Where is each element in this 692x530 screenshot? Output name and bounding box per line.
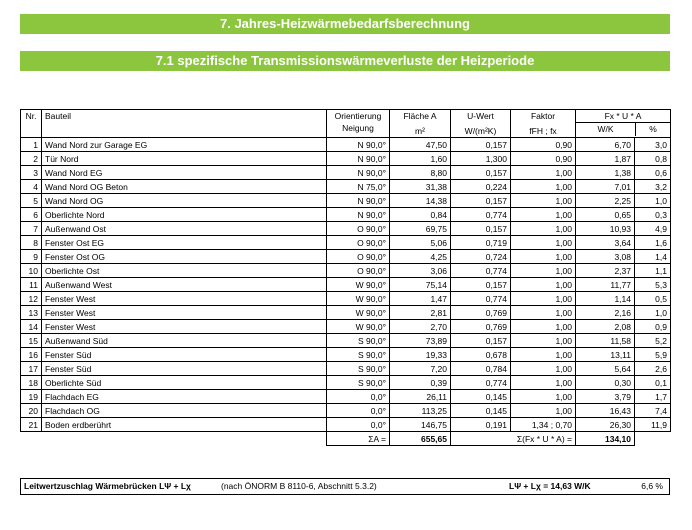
- row-faktor: 1,00: [511, 222, 576, 236]
- row-faktor: 1,00: [511, 180, 576, 194]
- table-row: [21, 152, 671, 166]
- table-row: [21, 236, 671, 250]
- row-uwert: 0,157: [451, 334, 511, 348]
- row-uwert: 0,774: [451, 208, 511, 222]
- sum-fua-label: Σ(Fx * U * A) =: [451, 432, 576, 446]
- row-bauteil: Flachdach OG: [42, 404, 327, 418]
- row-fua-pct: 7,4: [635, 404, 671, 418]
- row-fua-pct: 0,8: [635, 152, 671, 166]
- row-nr: 5: [21, 194, 42, 208]
- row-fua-pct: 1,6: [635, 236, 671, 250]
- row-uwert: 0,145: [451, 404, 511, 418]
- row-uwert: 0,191: [451, 418, 511, 432]
- row-fua-wk: 11,77: [576, 278, 635, 292]
- table-row: [21, 264, 671, 278]
- row-fua-pct: 0,9: [635, 320, 671, 334]
- row-flaeche: 4,25: [390, 250, 451, 264]
- table-row: [21, 306, 671, 320]
- row-orientierung: W 90,0°: [327, 292, 390, 306]
- row-flaeche: 0,84: [390, 208, 451, 222]
- header-flaeche-line1: Fläche A: [403, 111, 437, 121]
- row-nr: 17: [21, 362, 42, 376]
- row-flaeche: 69,75: [390, 222, 451, 236]
- row-nr: 2: [21, 152, 42, 166]
- row-fua-wk: 13,11: [576, 348, 635, 362]
- row-nr: 12: [21, 292, 42, 306]
- row-fua-wk: 0,30: [576, 376, 635, 390]
- header-faktor-line1: Faktor: [530, 111, 556, 121]
- table-row: [21, 334, 671, 348]
- row-bauteil: Wand Nord OG Beton: [42, 180, 327, 194]
- row-flaeche: 75,14: [390, 278, 451, 292]
- row-flaeche: 2,81: [390, 306, 451, 320]
- row-flaeche: 31,38: [390, 180, 451, 194]
- row-orientierung: S 90,0°: [327, 376, 390, 390]
- row-fua-pct: 1,0: [635, 306, 671, 320]
- section-title-banner: 7. Jahres-Heizwärmebedarfsberechnung: [20, 14, 670, 34]
- row-fua-wk: 16,43: [576, 404, 635, 418]
- row-flaeche: 113,25: [390, 404, 451, 418]
- row-nr: 15: [21, 334, 42, 348]
- row-nr: 13: [21, 306, 42, 320]
- row-orientierung: 0,0°: [327, 418, 390, 432]
- table-row: [21, 278, 671, 292]
- row-faktor: 1,34 ; 0,70: [511, 418, 576, 432]
- table-row: [21, 222, 671, 236]
- row-fua-wk: 3,79: [576, 390, 635, 404]
- row-fua-pct: 3,2: [635, 180, 671, 194]
- row-fua-wk: 0,65: [576, 208, 635, 222]
- table-row: [21, 208, 671, 222]
- header-flaeche-unit: m²: [415, 126, 425, 136]
- row-bauteil: Wand Nord OG: [42, 194, 327, 208]
- row-bauteil: Oberlichte Nord: [42, 208, 327, 222]
- row-bauteil: Fenster Süd: [42, 348, 327, 362]
- row-orientierung: S 90,0°: [327, 348, 390, 362]
- row-nr: 16: [21, 348, 42, 362]
- row-fua-wk: 2,25: [576, 194, 635, 208]
- row-fua-pct: 4,9: [635, 222, 671, 236]
- row-nr: 3: [21, 166, 42, 180]
- header-fua-pct: %: [649, 124, 657, 134]
- row-fua-wk: 26,30: [576, 418, 635, 432]
- row-fua-wk: 2,16: [576, 306, 635, 320]
- row-bauteil: Fenster Ost EG: [42, 236, 327, 250]
- row-fua-wk: 11,58: [576, 334, 635, 348]
- row-fua-wk: 2,37: [576, 264, 635, 278]
- row-fua-pct: 5,2: [635, 334, 671, 348]
- row-faktor: 1,00: [511, 264, 576, 278]
- row-fua-pct: 0,1: [635, 376, 671, 390]
- row-orientierung: 0,0°: [327, 390, 390, 404]
- row-bauteil: Außenwand Süd: [42, 334, 327, 348]
- row-nr: 21: [21, 418, 42, 432]
- row-fua-pct: 1,4: [635, 250, 671, 264]
- row-fua-wk: 10,93: [576, 222, 635, 236]
- row-fua-wk: 2,08: [576, 320, 635, 334]
- row-orientierung: O 90,0°: [327, 222, 390, 236]
- row-faktor: 1,00: [511, 348, 576, 362]
- header-orientierung-line2: Neigung: [342, 123, 374, 133]
- row-uwert: 0,157: [451, 278, 511, 292]
- table-body: [21, 138, 671, 432]
- row-nr: 11: [21, 278, 42, 292]
- row-fua-pct: 5,9: [635, 348, 671, 362]
- row-uwert: 0,157: [451, 166, 511, 180]
- row-orientierung: S 90,0°: [327, 334, 390, 348]
- row-orientierung: N 90,0°: [327, 208, 390, 222]
- row-uwert: 0,719: [451, 236, 511, 250]
- table-row: [21, 362, 671, 376]
- header-fua: [576, 110, 671, 138]
- row-uwert: 0,784: [451, 362, 511, 376]
- header-fua-wk: W/K: [576, 123, 636, 136]
- row-flaeche: 3,06: [390, 264, 451, 278]
- row-uwert: 0,774: [451, 292, 511, 306]
- row-fua-pct: 2,6: [635, 362, 671, 376]
- row-flaeche: 1,60: [390, 152, 451, 166]
- row-uwert: 0,145: [451, 390, 511, 404]
- row-nr: 14: [21, 320, 42, 334]
- row-faktor: 1,00: [511, 250, 576, 264]
- row-fua-pct: 3,0: [635, 138, 671, 152]
- row-fua-wk: 5,64: [576, 362, 635, 376]
- transmission-loss-table: [20, 109, 671, 446]
- row-nr: 9: [21, 250, 42, 264]
- row-orientierung: N 90,0°: [327, 194, 390, 208]
- table-row: [21, 348, 671, 362]
- table-row: [21, 138, 671, 152]
- row-flaeche: 2,70: [390, 320, 451, 334]
- row-flaeche: 1,47: [390, 292, 451, 306]
- row-fua-wk: 1,87: [576, 152, 635, 166]
- row-fua-pct: 1,1: [635, 264, 671, 278]
- row-flaeche: 7,20: [390, 362, 451, 376]
- thermal-bridge-value: LΨ + Lχ = 14,63 W/K: [509, 481, 591, 491]
- table-row: [21, 166, 671, 180]
- row-uwert: 0,157: [451, 222, 511, 236]
- row-bauteil: Tür Nord: [42, 152, 327, 166]
- row-faktor: 1,00: [511, 166, 576, 180]
- header-bauteil: Bauteil: [42, 110, 327, 138]
- row-orientierung: S 90,0°: [327, 362, 390, 376]
- totals-row: [21, 432, 671, 446]
- row-faktor: 1,00: [511, 292, 576, 306]
- header-faktor: [511, 110, 576, 138]
- row-nr: 1: [21, 138, 42, 152]
- row-flaeche: 0,39: [390, 376, 451, 390]
- row-nr: 8: [21, 236, 42, 250]
- row-uwert: 0,774: [451, 264, 511, 278]
- row-orientierung: W 90,0°: [327, 320, 390, 334]
- row-nr: 4: [21, 180, 42, 194]
- row-fua-pct: 0,5: [635, 292, 671, 306]
- table-header-row: [21, 110, 671, 138]
- table-row: [21, 390, 671, 404]
- header-uwert-unit: W/(m²K): [464, 126, 497, 136]
- row-fua-pct: 11,9: [635, 418, 671, 432]
- row-orientierung: N 90,0°: [327, 152, 390, 166]
- row-nr: 20: [21, 404, 42, 418]
- row-orientierung: 0,0°: [327, 404, 390, 418]
- table-row: [21, 194, 671, 208]
- row-faktor: 1,00: [511, 334, 576, 348]
- header-uwert: [451, 110, 511, 138]
- row-orientierung: O 90,0°: [327, 250, 390, 264]
- table-row: [21, 180, 671, 194]
- row-uwert: 0,157: [451, 194, 511, 208]
- header-flaeche: [390, 110, 451, 138]
- row-faktor: 1,00: [511, 376, 576, 390]
- row-faktor: 1,00: [511, 390, 576, 404]
- row-nr: 6: [21, 208, 42, 222]
- row-flaeche: 146,75: [390, 418, 451, 432]
- header-orientierung: [327, 110, 390, 138]
- row-uwert: 0,769: [451, 306, 511, 320]
- row-flaeche: 8,80: [390, 166, 451, 180]
- row-flaeche: 19,33: [390, 348, 451, 362]
- row-fua-wk: 3,64: [576, 236, 635, 250]
- row-bauteil: Fenster Süd: [42, 362, 327, 376]
- row-uwert: 0,678: [451, 348, 511, 362]
- thermal-bridge-row: [20, 478, 670, 495]
- table-row: [21, 292, 671, 306]
- row-fua-wk: 1,38: [576, 166, 635, 180]
- row-nr: 19: [21, 390, 42, 404]
- row-faktor: 1,00: [511, 278, 576, 292]
- row-bauteil: Fenster West: [42, 292, 327, 306]
- row-flaeche: 73,89: [390, 334, 451, 348]
- row-bauteil: Boden erdberührt: [42, 418, 327, 432]
- row-orientierung: W 90,0°: [327, 278, 390, 292]
- row-fua-pct: 5,3: [635, 278, 671, 292]
- row-uwert: 0,774: [451, 376, 511, 390]
- table-row: [21, 320, 671, 334]
- row-bauteil: Flachdach EG: [42, 390, 327, 404]
- row-fua-pct: 0,6: [635, 166, 671, 180]
- row-faktor: 1,00: [511, 194, 576, 208]
- sum-a-label: ΣA =: [327, 432, 390, 446]
- row-uwert: 0,724: [451, 250, 511, 264]
- table-row: [21, 250, 671, 264]
- table-row: [21, 376, 671, 390]
- row-fua-pct: 1,0: [635, 194, 671, 208]
- thermal-bridge-pct: 6,6 %: [641, 481, 663, 491]
- row-faktor: 0,90: [511, 138, 576, 152]
- row-orientierung: W 90,0°: [327, 306, 390, 320]
- row-orientierung: N 75,0°: [327, 180, 390, 194]
- row-uwert: 0,224: [451, 180, 511, 194]
- table-row: [21, 404, 671, 418]
- row-orientierung: O 90,0°: [327, 264, 390, 278]
- row-bauteil: Wand Nord EG: [42, 166, 327, 180]
- row-uwert: 0,769: [451, 320, 511, 334]
- row-uwert: 1,300: [451, 152, 511, 166]
- row-faktor: 1,00: [511, 362, 576, 376]
- row-bauteil: Außenwand Ost: [42, 222, 327, 236]
- header-faktor-symbols: fFH ; fx: [529, 126, 557, 136]
- row-bauteil: Fenster West: [42, 306, 327, 320]
- row-flaeche: 5,06: [390, 236, 451, 250]
- row-bauteil: Oberlichte Ost: [42, 264, 327, 278]
- row-fua-wk: 6,70: [576, 138, 635, 152]
- row-faktor: 1,00: [511, 208, 576, 222]
- thermal-bridge-title: Leitwertzuschlag Wärmebrücken LΨ + Lχ: [24, 481, 191, 491]
- row-fua-wk: 3,08: [576, 250, 635, 264]
- row-nr: 7: [21, 222, 42, 236]
- row-flaeche: 26,11: [390, 390, 451, 404]
- row-faktor: 1,00: [511, 320, 576, 334]
- sum-fua-value: 134,10: [576, 432, 635, 446]
- row-nr: 18: [21, 376, 42, 390]
- header-orientierung-line1: Orientierung: [334, 111, 382, 121]
- sum-a-value: 655,65: [390, 432, 451, 446]
- row-fua-pct: 1,7: [635, 390, 671, 404]
- row-bauteil: Fenster West: [42, 320, 327, 334]
- row-bauteil: Außenwand West: [42, 278, 327, 292]
- row-fua-wk: 1,14: [576, 292, 635, 306]
- row-orientierung: O 90,0°: [327, 236, 390, 250]
- row-orientierung: N 90,0°: [327, 166, 390, 180]
- row-nr: 10: [21, 264, 42, 278]
- row-faktor: 0,90: [511, 152, 576, 166]
- row-bauteil: Wand Nord zur Garage EG: [42, 138, 327, 152]
- header-nr: Nr.: [21, 110, 42, 138]
- row-fua-wk: 7,01: [576, 180, 635, 194]
- row-fua-pct: 0,3: [635, 208, 671, 222]
- row-faktor: 1,00: [511, 236, 576, 250]
- header-fua-line1: Fx * U * A: [576, 110, 670, 123]
- header-uwert-line1: U-Wert: [467, 111, 494, 121]
- row-orientierung: N 90,0°: [327, 138, 390, 152]
- subsection-title-banner: 7.1 spezifische Transmissionswärmeverluste der Heizperiode: [20, 51, 670, 71]
- row-faktor: 1,00: [511, 404, 576, 418]
- row-flaeche: 47,50: [390, 138, 451, 152]
- row-bauteil: Fenster Ost OG: [42, 250, 327, 264]
- table-row: [21, 418, 671, 432]
- row-faktor: 1,00: [511, 306, 576, 320]
- thermal-bridge-norm-note: (nach ÖNORM B 8110-6, Abschnitt 5.3.2): [221, 481, 377, 491]
- row-flaeche: 14,38: [390, 194, 451, 208]
- row-uwert: 0,157: [451, 138, 511, 152]
- row-bauteil: Oberlichte Süd: [42, 376, 327, 390]
